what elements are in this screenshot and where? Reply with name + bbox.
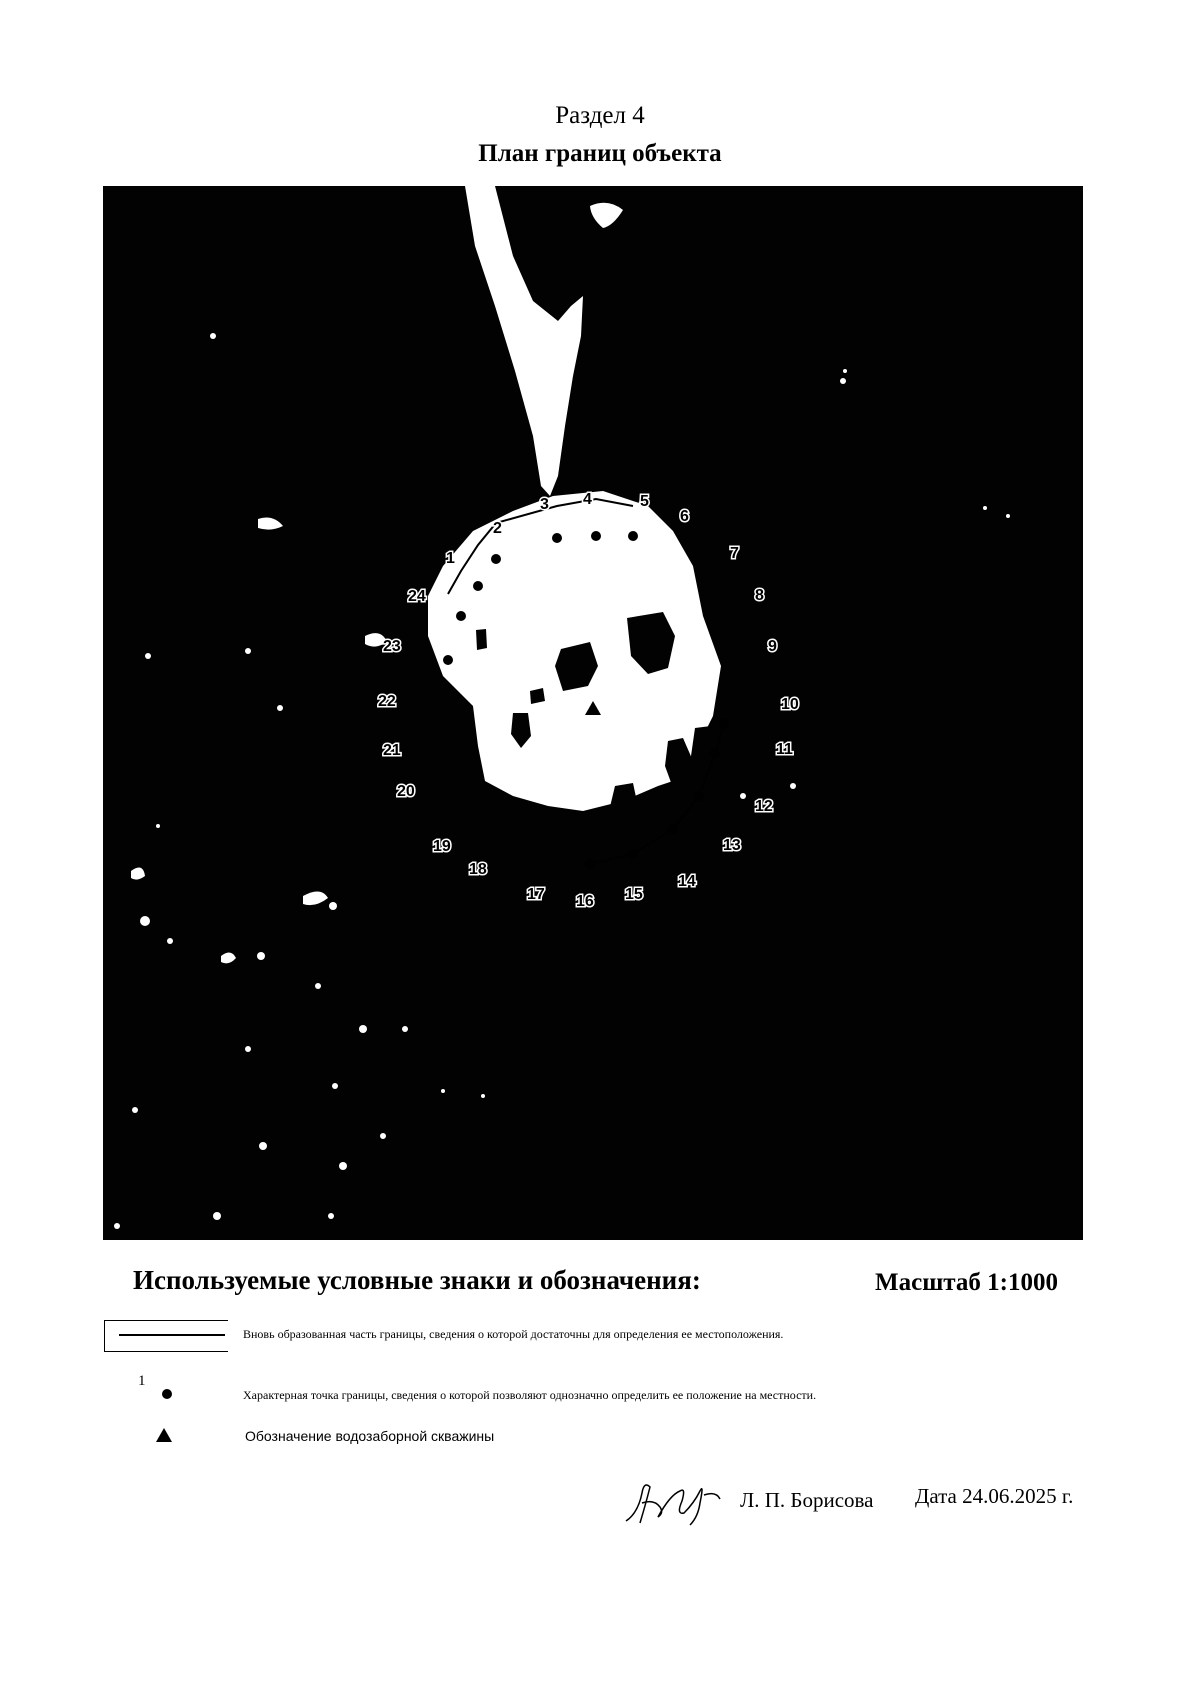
point-label-1: 1 <box>446 550 455 567</box>
boundary-point <box>585 859 595 869</box>
boundary-point <box>443 655 453 665</box>
building-8 <box>476 629 487 650</box>
boundary-point <box>668 824 678 834</box>
legend-point-text: Характерная точка границы, сведения о которой позволяют однозначно определить ее положение на местности. <box>243 1388 817 1402</box>
legend-line-symbol <box>104 1320 228 1352</box>
boundary-point <box>710 748 720 758</box>
point-label-5: 5 <box>640 493 649 510</box>
point-label-11: 11 <box>776 741 793 758</box>
point-label-21: 21 <box>383 742 401 759</box>
legend-point-number: 1 <box>138 1373 146 1389</box>
point-label-3: 3 <box>540 496 549 513</box>
boundary-point <box>694 791 704 801</box>
point-label-24: 24 <box>408 588 426 605</box>
plan-title: План границ объекта <box>478 140 722 167</box>
point-label-13: 13 <box>723 837 741 854</box>
point-label-4: 4 <box>583 491 592 508</box>
boundary-point <box>628 531 638 541</box>
legend-well-triangle-icon <box>156 1428 172 1442</box>
point-label-22: 22 <box>378 693 396 710</box>
point-label-14: 14 <box>678 873 696 890</box>
legend-well-text: Обозначение водозаборной скважины <box>245 1428 495 1444</box>
point-label-6: 6 <box>680 508 689 525</box>
point-label-12: 12 <box>755 798 773 815</box>
point-label-23: 23 <box>383 638 401 655</box>
point-label-20: 20 <box>397 783 415 800</box>
signature-icon <box>620 1473 730 1533</box>
legend-title: Используемые условные знаки и обозначения: <box>133 1265 701 1295</box>
legend-line-stroke <box>119 1334 225 1336</box>
point-label-10: 10 <box>781 696 799 713</box>
boundary-point <box>719 719 729 729</box>
map-image <box>103 186 1083 1240</box>
boundary-point <box>552 533 562 543</box>
point-label-7: 7 <box>730 545 739 562</box>
legend-point-dot-icon <box>162 1389 172 1399</box>
map-svg <box>103 186 1083 1240</box>
boundary-point <box>473 581 483 591</box>
section-title: Раздел 4 <box>555 102 645 129</box>
point-label-8: 8 <box>755 587 764 604</box>
boundary-point <box>491 554 501 564</box>
signer-name: Л. П. Борисова <box>740 1488 874 1512</box>
scale-label: Масштаб 1:1000 <box>875 1269 1058 1296</box>
boundary-point <box>591 531 601 541</box>
point-label-18: 18 <box>469 861 487 878</box>
boundary-point <box>456 611 466 621</box>
point-label-9: 9 <box>768 638 777 655</box>
point-label-2: 2 <box>493 520 502 537</box>
boundary-point <box>628 849 638 859</box>
point-label-15: 15 <box>625 886 643 903</box>
point-label-16: 16 <box>576 893 594 910</box>
document-date: Дата 24.06.2025 г. <box>915 1484 1074 1508</box>
point-label-19: 19 <box>433 838 451 855</box>
point-label-17: 17 <box>527 886 545 903</box>
legend-line-text: Вновь образованная часть границы, сведения о которой достаточны для определения ее местоположения. <box>243 1327 784 1341</box>
